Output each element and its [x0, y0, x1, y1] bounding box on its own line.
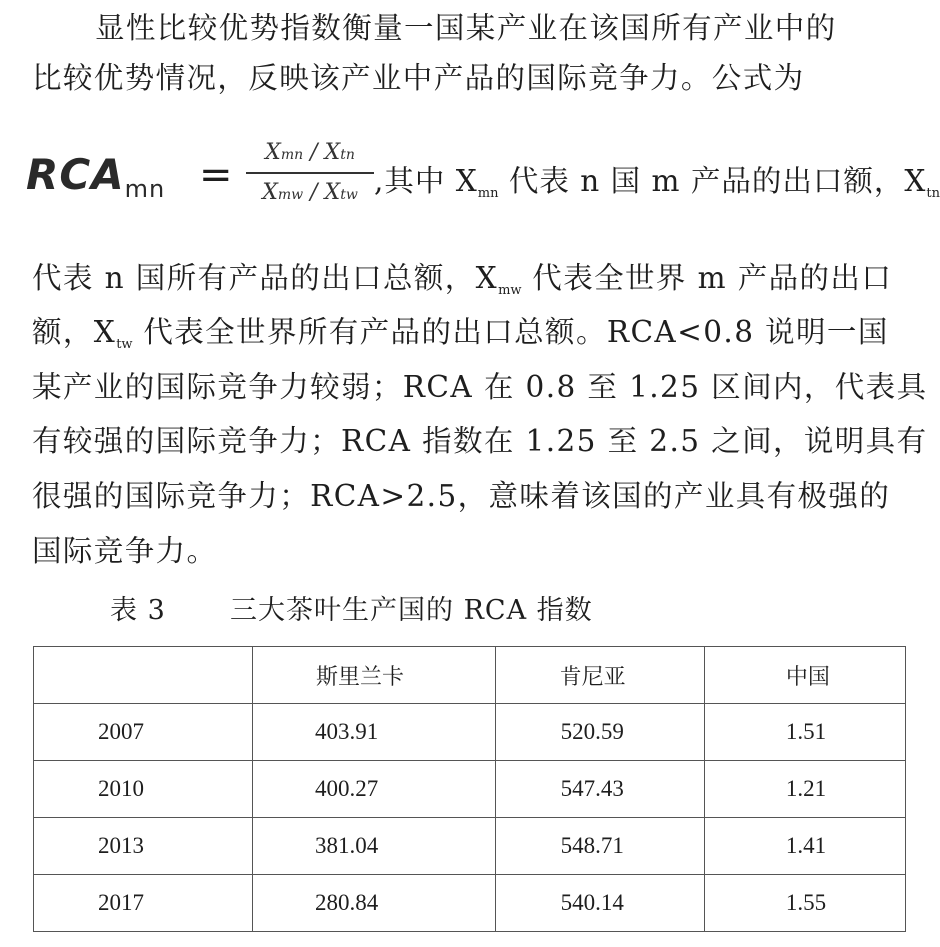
- cell-kenya: 548.71: [495, 818, 704, 875]
- formula-fraction: [246, 136, 374, 210]
- table-caption-title: 三大茶叶生产国的 RCA 指数: [230, 595, 593, 626]
- paragraph-2-line-2: 额，$X_{tw}$ 代表全世界所有产品的出口总额。RCA<0.8 说明一国: [32, 315, 889, 352]
- paragraph-1-line-1: 显性比较优势指数衡量一国某产业在该国所有产业中的: [95, 11, 837, 45]
- formula-equals: =: [199, 152, 233, 198]
- header-cell-china: 中国: [704, 647, 905, 704]
- cell-sri-lanka: 280.84: [253, 875, 496, 932]
- cell-year: 2007: [34, 704, 253, 761]
- paragraph-2-line-4: 有较强的国际竞争力；RCA 指数在 1.25 至 2.5 之间，说明具有: [32, 424, 928, 458]
- cell-china: 1.41: [704, 818, 905, 875]
- fraction-bar: [246, 172, 374, 174]
- table-row: [34, 761, 906, 818]
- table-row: [34, 818, 906, 875]
- header-cell-kenya: 肯尼亚: [495, 647, 704, 704]
- paragraph-2-line-5: 很强的国际竞争力；RCA>2.5，意味着该国的产业具有极强的: [32, 479, 891, 513]
- paragraph-2-line-6: 国际竞争力。: [32, 534, 218, 568]
- paragraph-2-line-3: 某产业的国际竞争力较弱；RCA 在 0.8 至 1.25 区间内，代表具: [32, 370, 928, 404]
- formula-explanation: ,其中 $X_{mn}$ 代表 n 国 m 产品的出口额，$X_{tn}$: [374, 164, 940, 201]
- cell-china: 1.55: [704, 875, 905, 932]
- paragraph-1-line-2: 比较优势情况，反映该产业中产品的国际竞争力。公式为: [32, 61, 805, 95]
- cell-kenya: 547.43: [495, 761, 704, 818]
- rca-formula: [26, 132, 940, 232]
- formula-denominator: Xmw / Xtw: [262, 180, 358, 205]
- cell-sri-lanka: 381.04: [253, 818, 496, 875]
- formula-numerator: Xmn / Xtn: [265, 140, 355, 165]
- cell-china: 1.21: [704, 761, 905, 818]
- cell-sri-lanka: 403.91: [253, 704, 496, 761]
- table-header-row: [34, 647, 906, 704]
- cell-year: 2010: [34, 761, 253, 818]
- cell-year: 2013: [34, 818, 253, 875]
- header-cell-sri-lanka: 斯里兰卡: [253, 647, 496, 704]
- formula-lhs: RCAmn: [26, 150, 166, 203]
- cell-sri-lanka: 400.27: [253, 761, 496, 818]
- table-caption-number: 表 3: [110, 595, 166, 626]
- cell-kenya: 520.59: [495, 704, 704, 761]
- cell-year: 2017: [34, 875, 253, 932]
- cell-china: 1.51: [704, 704, 905, 761]
- table-row: [34, 704, 906, 761]
- cell-kenya: 540.14: [495, 875, 704, 932]
- table-row: [34, 875, 906, 932]
- header-cell-empty: [34, 647, 253, 704]
- rca-table: [33, 646, 906, 932]
- table-caption: [110, 588, 593, 627]
- paragraph-2-line-1: 代表 n 国所有产品的出口总额，$X_{mw}$ 代表全世界 m 产品的出口: [32, 261, 893, 298]
